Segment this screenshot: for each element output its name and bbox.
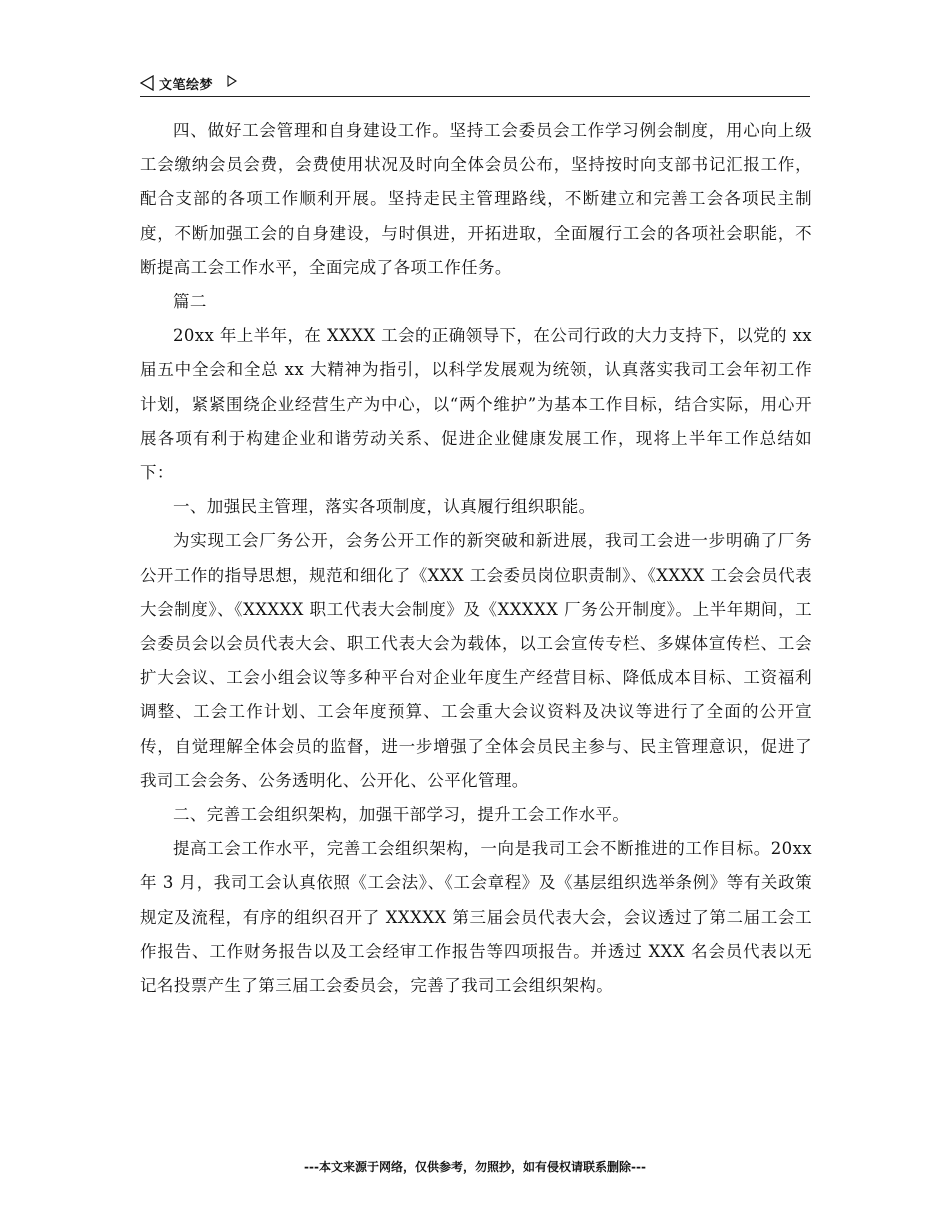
heading-democratic-management: 一、加强民主管理，落实各项制度，认真履行组织职能。 [173,497,596,517]
document-body [140,114,812,1003]
header-brand: 文笔绘梦 [159,78,214,93]
triangle-left-outline-icon [140,75,154,91]
paragraph-factory-affairs-disclosure: 为实现工会厂务公开，会务公开工作的新突破和新进展，我司工会进一步明确了厂务公开工作的指导思想，规范和细化了《XXX 工会委员岗位职责制》、《XXXX 工会会员代表大会制度》、《XXXXX 职工代表大会制度》及《XXXXX 厂务公开制度》。上半年期间，工会委员会以会员代表大会、职工代表大会为载体，以工会宣传专栏、多媒体宣传栏、工会扩大会议、工会小组会议等多种平台对企业年度生产经营目标、降低成本目标、工资福利调整、工会工作计划、工会年度预算、工会重大会议资料及决议等进行了全面的公开宣传，自觉理解全体会员的监督，进一步增强了全体会员民主参与、民主管理意识，促进了我司工会会务、公务透明化、公开化、公平化管理。 [140,531,812,790]
paragraph-intro-summary: 20xx 年上半年，在 XXXX 工会的正确领导下，在公司行政的大力支持下，以党的 xx 届五中全会和全总 xx 大精神为指引，以科学发展观为统领，认真落实我司工会年初工作计划，紧紧围绕企业经营生产为中心，以“两个维护”为基本工作目标，结合实际，用心开展各项有利于构建企业和谐劳动关系、促进企业健康发展工作，现将上半年工作总结如下： [140,326,812,483]
paragraph-organization-improvement: 提高工会工作水平，完善工会组织架构，一向是我司工会不断推进的工作目标。20xx 年 3 月，我司工会认真依照《工会法》、《工会章程》及《基层组织选举条例》等有关政策规定及流程，有序的组织召开了 XXXXX 第三届会员代表大会，会议透过了第二届工会工作报告、工作财务报告以及工会经审工作报告等四项报告。并透过 XXX 名会员代表以无记名投票产生了第三届工会委员会，完善了我司工会组织架构。 [140,839,812,996]
section-heading-part-two: 篇二 [173,292,207,312]
footer-disclaimer: ---本文来源于网络，仅供参考，勿照抄，如有侵权请联系删除--- [304,1160,646,1174]
page-header [140,72,810,97]
paragraph-union-management: 四、做好工会管理和自身建设工作。坚持工会委员会工作学习例会制度，用心向上级工会缴纳会员会费，会费使用状况及时向全体会员公布，坚持按时向支部书记汇报工作，配合支部的各项工作顺利开展。坚持走民主管理路线，不断建立和完善工会各项民主制度，不断加强工会的自身建设，与时俱进，开拓进取，全面履行工会的各项社会职能，不断提高工会工作水平，全面完成了各项工作任务。 [140,121,812,277]
triangle-right-outline-icon [227,75,237,87]
heading-organization-structure: 二、完善工会组织架构，加强干部学习，提升工会工作水平。 [173,805,630,825]
